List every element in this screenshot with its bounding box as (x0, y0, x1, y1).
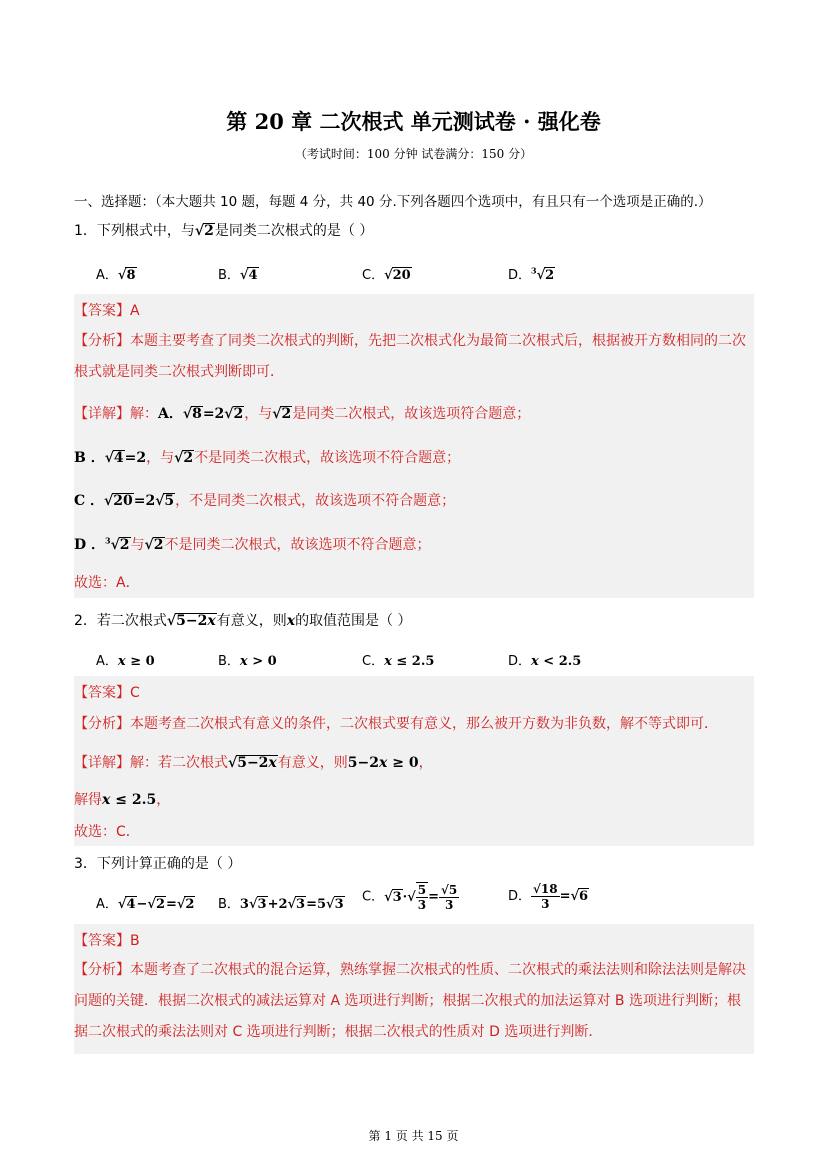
question-1-stem: 1．下列根式中，与√2是同类二次根式的是（ ） (74, 223, 374, 239)
q2-option-b: B．x > 0 (218, 654, 277, 669)
q1-option-a: A．√8 (96, 268, 136, 283)
page-title: 第 20 章 二次根式 单元测试卷 · 强化卷 (226, 109, 601, 134)
q2-option-d: D．x < 2.5 (508, 654, 582, 669)
q3-answer: 【答案】B (74, 933, 140, 949)
q2-analysis: 【分析】本题考查二次根式有意义的条件，二次根式要有意义，那么被开方数为非负数，解不等式即可． (74, 716, 718, 732)
page-footer: 第 1 页 共 15 页 (368, 1129, 459, 1143)
q2-solve: 解得x ≤ 2.5， (74, 792, 171, 808)
q3-option-a: A．√4−√2=√2 (96, 897, 195, 912)
question-2-stem: 2．若二次根式√5−2x有意义，则x的取值范围是（ ） (74, 613, 412, 629)
q1-option-b: B．√4 (218, 268, 258, 283)
q1-detail-d: D ．$^3$√2与√2不是同类二次根式，故该选项不符合题意； (74, 535, 431, 553)
q1-conclusion: 故选：A． (74, 575, 140, 591)
q3-analysis: 【分析】本题考查了二次根式的混合运算，熟练掌握二次根式的性质、二次根式的乘法法则和除法法则是解决问题的关键．根据二次根式的减法运算对 A 选项进行判断；根据二次根式的加法运算对 B 选项进行判断；根据二次根式的乘法法则对 C 选项进行判断；根据二次根式的性质对 D 选项进行判断． (74, 962, 746, 1040)
q1-detail-b: B ．√4=2，与√2不是同类二次根式，故该选项不符合题意； (74, 450, 461, 466)
q1-detail-c: C ．√20=2√5，不是同类二次根式，故该选项不符合题意； (74, 493, 456, 509)
q2-option-a: A．x ≥ 0 (96, 654, 155, 669)
q3-option-b: B．3√3+2√3=5√3 (218, 897, 344, 912)
exam-info: （考试时间：100 分钟 试卷满分：150 分） (294, 147, 533, 161)
q1-option-d: D．$^3$√2 (508, 265, 555, 283)
q1-detail-a: 【详解】解：A．√8=2√2，与√2是同类二次根式，故该选项符合题意； (74, 406, 531, 422)
q3-option-c: C．√3·√ $\frac{5}{3}$ = $\frac{√5}{3}$ (362, 882, 458, 912)
q3-option-d: D． $\frac{√18}{3}$ =√6 (508, 882, 589, 911)
q1-analysis: 【分析】本题主要考查了同类二次根式的判断，先把二次根式化为最简二次根式后，根据被开方数相同的二次根式就是同类二次根式判断即可． (74, 333, 746, 380)
section-heading: 一、选择题：（本大题共 10 题，每题 4 分，共 40 分.下列各题四个选项中，有且只有一个选项是正确的.） (74, 194, 712, 210)
q1-option-c: C．√20 (362, 268, 411, 283)
q1-answer: 【答案】A (74, 303, 140, 319)
q2-detail: 【详解】解：若二次根式√5−2x有意义，则5−2x ≥ 0， (74, 755, 433, 771)
q2-option-c: C．x ≤ 2.5 (362, 654, 435, 669)
q2-answer: 【答案】C (74, 685, 140, 701)
question-3-stem: 3．下列计算正确的是（ ） (74, 856, 242, 872)
q2-conclusion: 故选：C． (74, 824, 140, 840)
